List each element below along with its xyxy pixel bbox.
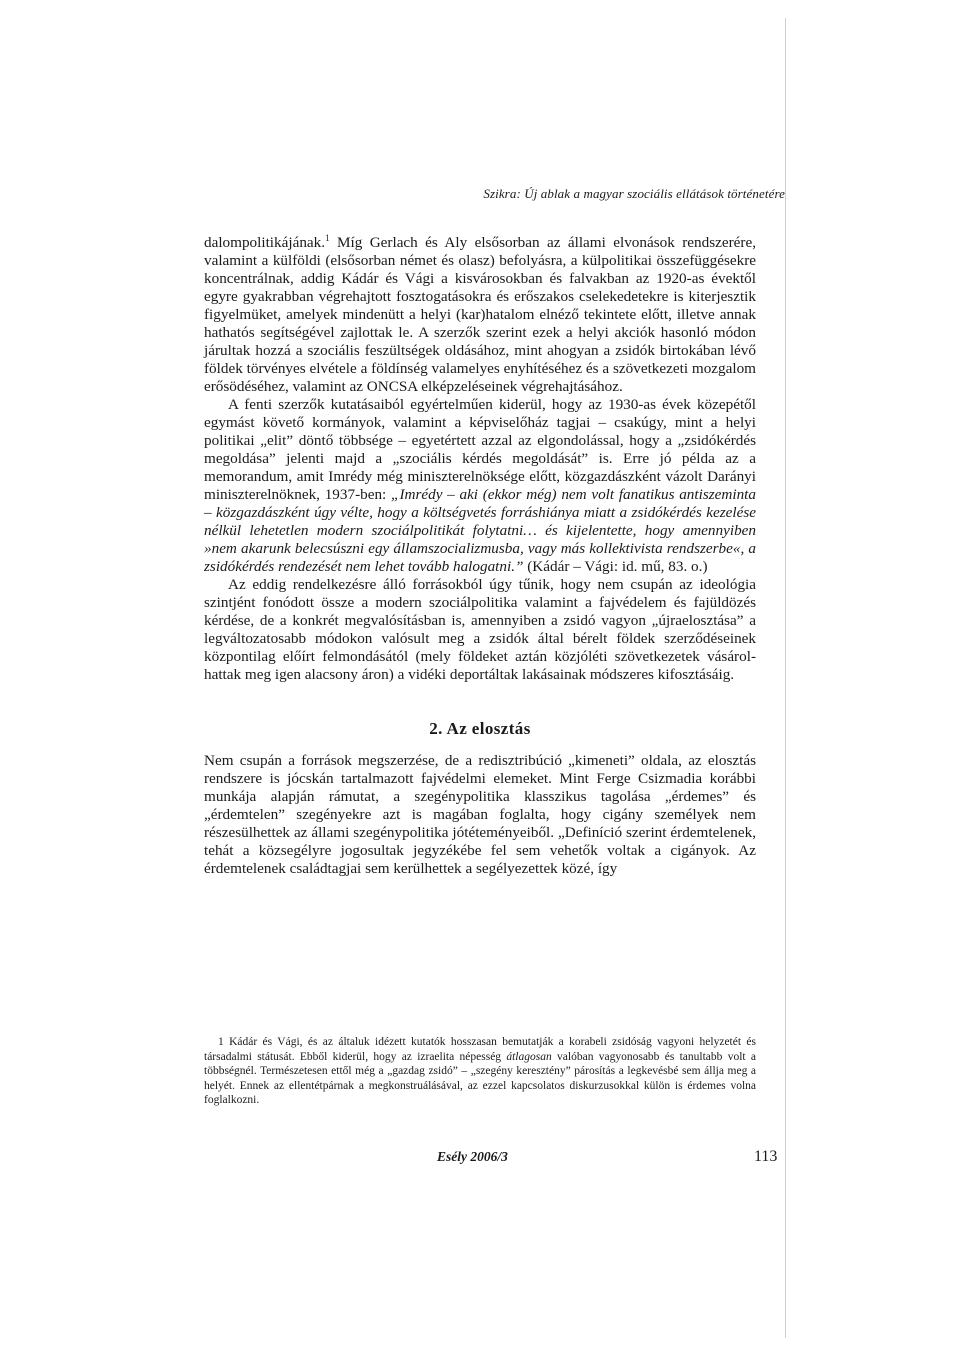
footnotes [204, 1035, 756, 1108]
section-heading: 2. Az elosztás [429, 719, 531, 738]
text-run: dalompolitikájának. [204, 234, 326, 251]
italic-text: „Imrédy – aki (ekkor még) nem volt fanatikus antiszeminta – közgazdászként úgy vélte, hogy a költségvetés forráshiánya miatt a zsidókérdés kezelése nélkül lehetetlen modern szociálpolitikát folytatni… és kijelentette, hogy amennyiben »nem akarunk belecsúszni egy államszocializmusba, vagy más kollektivista rendszerbe«, a zsidókérdés rendezését nem lehet tovább halogatni.” [204, 486, 756, 575]
text-run: (Kádár – Vági: id. mű, 83. o.) [523, 558, 708, 575]
text-run: Az eddig rendelkezésre álló forrásokból úgy tűnik, hogy nem csupán az ideológia szintjént fonódott össze a modern szociálpolitika valamint a fajvédelem és fajüldözés kérdése, de a konkrét megvalósításban is, amennyiben a zsidó vagyon „újraelosztása” a legváltozatosabb módokon valósult meg a zsidók által bérelt földek szerződéseinek központilag előírt felmondásától (mely földeket aztán közjóléti szövetkezetek vásárolhattak meg igen alacsony áron) a vidéki deportáltak lakásainak módszeres kifosztásáig. [204, 576, 756, 683]
text-run: valóban vagyonosabb és tanultabb volt a többségnél. Természetesen ettől még a „gazdag zsidó” – „szegény keresztény” párosítás a legkevésbé sem állja meg a helyét. Ennek az ellentétpárnak a megkonstruálásával, az ezzel kapcsolatos diskurzusokkal külön is érdemes volna foglalkozni. [204, 1050, 756, 1106]
paragraph [204, 234, 756, 396]
text-run: A fenti szerzők kutatásaiból egyértelműen kiderül, hogy az 1930-as évek közepétől egymást követő kormányok, valamint a képviselőház tagjai – csakúgy, mint a helyi politikai „elit” döntő többsége – egyetértett azzal az elgondolással, hogy a „zsidókérdés megoldása” jelenti majd a „szociális kérdés megoldását” is. Erre jó példa az a memorandum, amit Imrédy még miniszterelnöksége előtt, közgazdászként vázolt Darányi miniszterelnöknek, 1937-ben: [204, 396, 756, 503]
running-head: Szikra: Új ablak a magyar szociális ellátások történetére [483, 186, 785, 201]
paragraph [204, 752, 756, 878]
footnote-marker: 1 [325, 233, 330, 243]
margin-rule [785, 18, 786, 1338]
text-run: Nem csupán a források megszerzése, de a redisztribúció „kimeneti” oldala, az elosztás rendszere is jócskán tartalmazott fajvédelmi elemeket. Mint Ferge Csizmadia korábbi munkája alapján rámutat, a szegénypolitika klasszikus tagolása „érdemes” és „érdemtelen” szegényekre azt is magában foglalta, hogy cigány személyek nem részesülhettek az állami szegénypolitika jótéteményeiből. „Definíció szerint érdemtelenek, tehát a közsegélyre jogosultak jegyzékébe fel sem vehetők voltak a cigányok. Az érdemtelenek családtagjai sem kerülhettek a segélyezettek közé, így [204, 752, 756, 877]
paragraph [204, 576, 756, 684]
footer-journal: Esély 2006/3 [437, 1149, 508, 1164]
main-text [204, 234, 756, 878]
page-number: 113 [754, 1148, 778, 1165]
text-run: 1 Kádár és Vági, és az általuk idézett kutatók hosszasan bemutatják a korabeli zsidóság vagyoni helyzetét és társadalmi státusát. Ebből kiderül, hogy az izraelita népesség [204, 1036, 756, 1063]
paragraph [204, 396, 756, 576]
italic-text: átlagosan [506, 1050, 552, 1063]
footnote [204, 1035, 756, 1108]
text-run: Míg Gerlach és Aly elsősorban az állami elvonások rendszerére, valamint a külföldi (elsősorban német és olasz) befolyásra, a külpolitikai összefüggésekre koncentrálnak, addig Kádár és Vági a kisvárosokban és falvakban az 1920-as évektől egyre gyakrabban végrehajtott fosztogatásokra és erőszakos cselekedetekre is kiterjesztik figyelmüket, amelyek mindenütt a helyi (kar)hatalom elnéző tekintete előtt, illetve annak hathatós segítségével zajlottak le. A szerzők szerint ezek a helyi akciók hasonló módon járultak hozzá a szociális feszültségek oldásához, mint ahogyan a zsidók birtokában lévő földek törvényes elvétele a földínség valamelyes enyhítéséhez és a szövetkezeti mozgalom erősödéséhez, valamint az ONCSA elképzeléseinek végrehajtásához. [204, 234, 756, 395]
